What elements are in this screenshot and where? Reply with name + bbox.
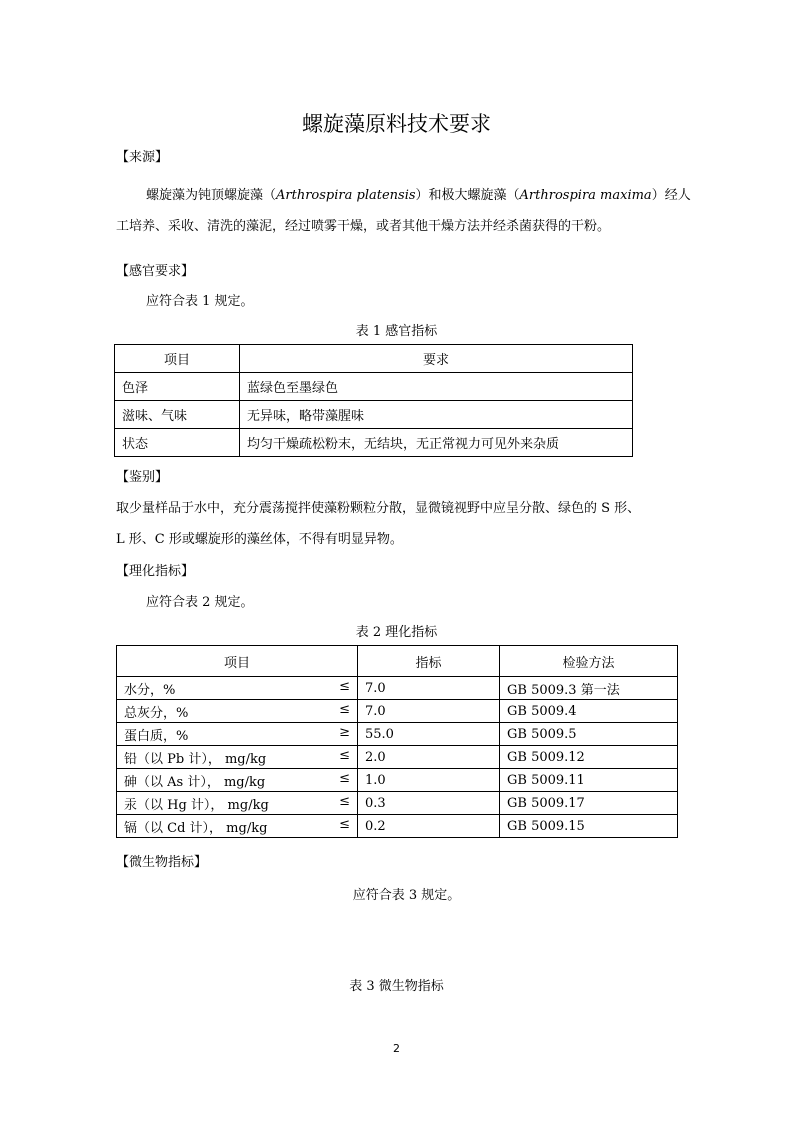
identification-line2: L 形、C 形或螺旋形的藻丝体，不得有明显异物。 (116, 532, 403, 547)
source-text-b: ）和极大螺旋藻（ (415, 188, 520, 203)
item-name: 镉（以 Cd 计）， mg/kg (124, 820, 268, 836)
table-cell (117, 769, 358, 792)
table-header-row (117, 646, 678, 677)
comparison-symbol: ≤ (339, 816, 350, 832)
comparison-symbol: ≥ (339, 724, 350, 740)
comparison-symbol: ≤ (339, 747, 350, 763)
table-cell (117, 723, 358, 746)
sensory-text: 应符合表 1 规定。 (146, 294, 254, 309)
table-cell (117, 700, 358, 723)
comparison-symbol: ≤ (339, 701, 350, 717)
table-cell: 滋味、气味 (115, 401, 240, 429)
table-cell: 无异味，略带藻腥味 (240, 401, 633, 429)
table-cell: 色泽 (115, 373, 240, 401)
table-row (117, 700, 678, 723)
physchem-text: 应符合表 2 规定。 (146, 595, 254, 610)
micro-text: 应符合表 3 规定。 (352, 888, 461, 903)
table-cell: GB 5009.12 (500, 746, 678, 769)
table-row (115, 373, 633, 401)
table-cell: 蓝绿色至墨绿色 (240, 373, 633, 401)
table-header-cell: 项目 (117, 646, 358, 677)
table-cell (117, 746, 358, 769)
table-cell: GB 5009.3 第一法 (500, 677, 678, 700)
table-cell (117, 677, 358, 700)
section-heading-physchem: 【理化指标】 (116, 564, 195, 579)
sensory-table (114, 344, 633, 457)
section-heading-sensory: 【感官要求】 (116, 264, 195, 279)
item-name: 汞（以 Hg 计）， mg/kg (124, 797, 269, 813)
table-row (117, 677, 678, 700)
table-row (117, 792, 678, 815)
table-cell: 0.2 (358, 815, 500, 838)
table-cell: 55.0 (358, 723, 500, 746)
table-row (117, 746, 678, 769)
species-maxima: Arthrospira maxima (519, 188, 652, 203)
source-text-a: 螺旋藻为钝顶螺旋藻（ (146, 188, 277, 203)
table-cell: GB 5009.11 (500, 769, 678, 792)
item-name: 蛋白质，% (124, 728, 189, 744)
table-cell: 状态 (115, 429, 240, 457)
section-heading-identification: 【鉴别】 (116, 470, 169, 485)
table-cell: GB 5009.5 (500, 723, 678, 746)
page-number: 2 (393, 1042, 400, 1055)
comparison-symbol: ≤ (339, 678, 350, 694)
table-header-cell: 指标 (358, 646, 500, 677)
page-title: 螺旋藻原料技术要求 (302, 112, 491, 136)
item-name: 铅（以 Pb 计）， mg/kg (124, 751, 267, 767)
item-name: 总灰分，% (124, 705, 189, 721)
source-paragraph-line2: 工培养、采收、清洗的藻泥，经过喷雾干燥，或者其他干燥方法并经杀菌获得的干粉。 (116, 219, 611, 234)
comparison-symbol: ≤ (339, 793, 350, 809)
table-cell (117, 815, 358, 838)
physchem-table (116, 645, 678, 838)
source-paragraph-line1 (146, 184, 691, 203)
item-name: 水分，% (124, 682, 176, 698)
table2-caption: 表 2 理化指标 (355, 625, 438, 640)
table-header-cell: 项目 (115, 345, 240, 373)
comparison-symbol: ≤ (339, 770, 350, 786)
table-cell: 7.0 (358, 700, 500, 723)
table-cell: GB 5009.4 (500, 700, 678, 723)
table-row (117, 723, 678, 746)
table-row (115, 401, 633, 429)
section-heading-source: 【来源】 (116, 150, 169, 165)
table1-caption: 表 1 感官指标 (355, 324, 438, 339)
table-cell: 0.3 (358, 792, 500, 815)
table-header-cell: 检验方法 (500, 646, 678, 677)
table-cell: 7.0 (358, 677, 500, 700)
species-platensis: Arthrospira platensis (276, 188, 416, 203)
table-cell: 1.0 (358, 769, 500, 792)
section-heading-micro: 【微生物指标】 (116, 855, 208, 870)
table-cell: 2.0 (358, 746, 500, 769)
table-cell: GB 5009.17 (500, 792, 678, 815)
table3-caption: 表 3 微生物指标 (349, 979, 444, 994)
table-cell: GB 5009.15 (500, 815, 678, 838)
table-cell (117, 792, 358, 815)
table-cell: 均匀干燥疏松粉末，无结块，无正常视力可见外来杂质 (240, 429, 633, 457)
table-header-cell: 要求 (240, 345, 633, 373)
table-row (117, 815, 678, 838)
source-text-c: ）经人 (651, 188, 691, 203)
identification-line1: 取少量样品于水中，充分震荡搅拌使藻粉颗粒分散，显微镜视野中应呈分散、绿色的 S 形、 (116, 501, 641, 516)
table-header-row (115, 345, 633, 373)
table-row (117, 769, 678, 792)
item-name: 砷（以 As 计）， mg/kg (124, 774, 266, 790)
table-row (115, 429, 633, 457)
